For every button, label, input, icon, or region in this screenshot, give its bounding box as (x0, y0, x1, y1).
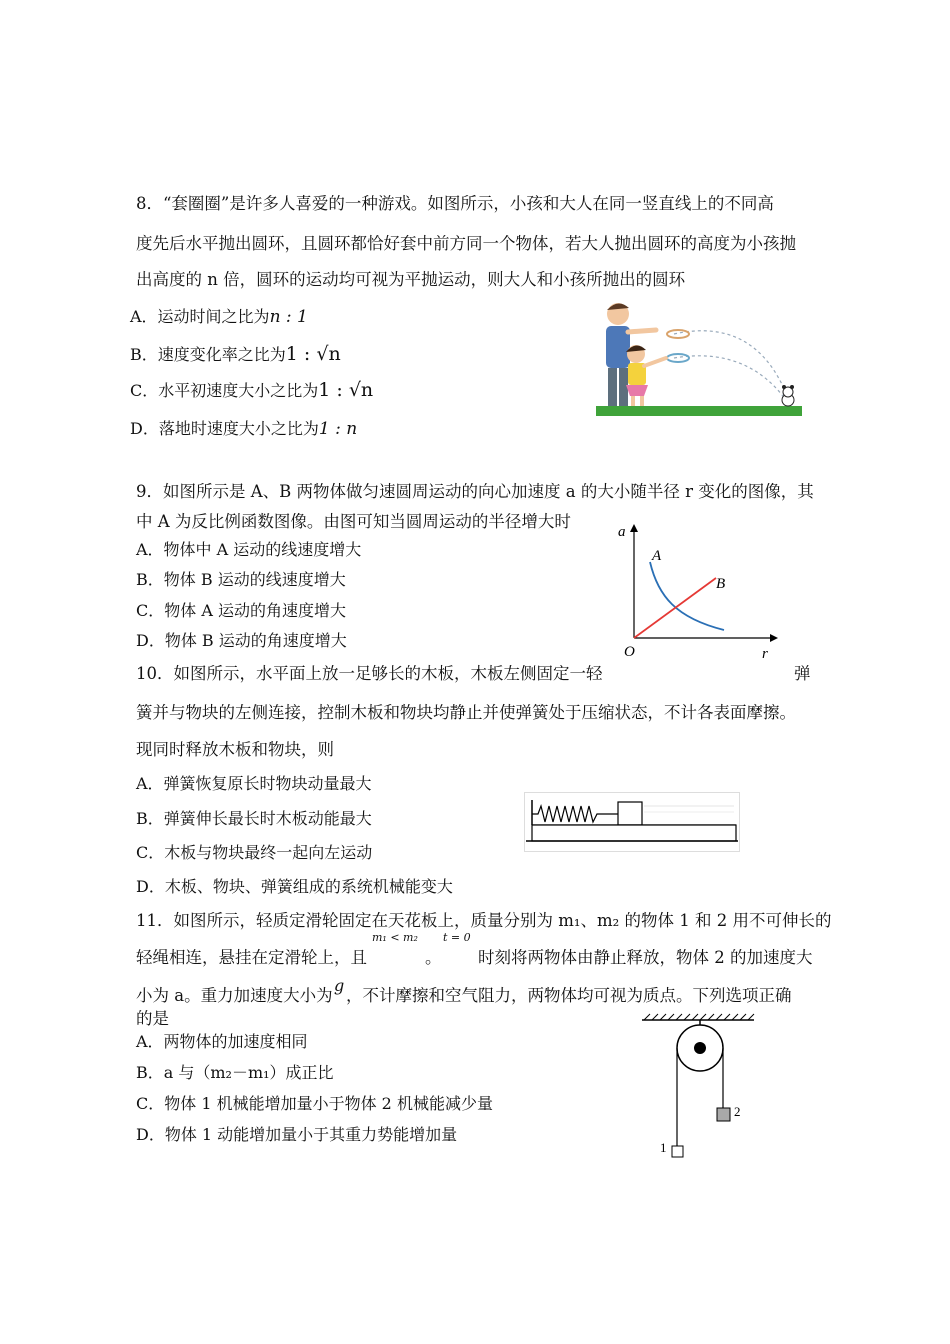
block-2 (717, 1108, 730, 1121)
q8-option-b-text: B．速度变化率之比为 (130, 345, 286, 364)
q10-line-3: 现同时释放木板和物块，则 (136, 740, 334, 759)
q8-option-d-text: D．落地时速度大小之比为 (130, 419, 319, 438)
q8-option-c (130, 378, 373, 401)
q8-option-c-text: C．水平初速度大小之比为 (130, 381, 319, 400)
q8-option-d (130, 416, 357, 439)
curve-a-label: A (652, 548, 662, 564)
q10-option-a: A．弹簧恢复原长时物块动量最大 (136, 774, 372, 793)
y-axis-arrow (630, 524, 638, 532)
q11-line-2-post: 时刻将两物体由静止释放，物体 2 的加速度大 (478, 948, 813, 967)
block (618, 802, 642, 825)
q8-line-2: 度先后水平抛出圆环，且圆环都恰好套中前方同一个物体，若大人抛出圆环的高度为小孩抛 (136, 234, 796, 253)
spring (532, 806, 618, 822)
q9-option-c: C．物体 A 运动的角速度增大 (136, 601, 346, 620)
adult-ring (667, 330, 689, 338)
q11-line-2-mid: 。 (425, 948, 442, 967)
spring-board-block-figure (524, 792, 740, 852)
q11-line-4: 的是 (136, 1009, 169, 1028)
q8-line-3: 出高度的 n 倍，圆环的运动均可视为平抛运动，则大人和小孩所抛出的圆环 (136, 270, 686, 289)
acceleration-radius-graph (612, 522, 788, 662)
q8-option-d-math: 1 : n (318, 419, 358, 439)
q11-option-d: D．物体 1 动能增加量小于其重力势能增加量 (136, 1125, 458, 1144)
q11-line-2-pre: 轻绳相连，悬挂在定滑轮上，且 (136, 948, 367, 967)
q10-option-c: C．木板与物块最终一起向左运动 (136, 843, 373, 862)
q8-option-b-math: 1 : √n (285, 343, 341, 365)
ring-toss-illustration (596, 296, 802, 420)
y-axis-label: a (618, 524, 626, 540)
q11-line-1: 11．如图所示，轻质定滑轮固定在天花板上，质量分别为 m₁、m₂ 的物体 1 和 2 用不可伸长的 (136, 911, 832, 930)
q8-option-a (130, 304, 308, 327)
origin-label: O (624, 644, 635, 660)
block-1-label: 1 (660, 1140, 667, 1155)
q10-line-1-tail: 弹 (794, 664, 811, 683)
x-axis-label: r (762, 646, 768, 662)
q8-line-1: 8．“套圈圈”是许多人喜爱的一种游戏。如图所示，小孩和大人在同一竖直线上的不同高 (136, 194, 774, 213)
child-ring (667, 354, 689, 362)
curve-a (650, 562, 724, 630)
q9-option-b: B．物体 B 运动的线速度增大 (136, 570, 346, 589)
q8-option-b (130, 342, 341, 365)
block-1 (672, 1146, 683, 1157)
q8-option-a-math: n : 1 (269, 307, 308, 327)
q11-line-3-post: ，不计摩擦和空气阻力，两物体均可视为质点。下列选项正确 (346, 986, 792, 1005)
q11-option-c: C．物体 1 机械能增加量小于物体 2 机械能减少量 (136, 1094, 493, 1113)
q8-option-a-text: A．运动时间之比为 (130, 307, 270, 326)
q8-option-c-math: 1 : √n (318, 379, 374, 401)
pulley-figure (636, 1012, 760, 1162)
pulley-axle (694, 1042, 706, 1054)
q10-option-d: D．木板、物块、弹簧组成的系统机械能变大 (136, 877, 453, 896)
q9-option-d: D．物体 B 运动的角速度增大 (136, 631, 347, 650)
block-2-label: 2 (734, 1104, 741, 1119)
q11-option-b: B．a 与（m₂－m₁）成正比 (136, 1063, 334, 1082)
adult-ring-trajectory (674, 331, 788, 398)
q11-option-a: A．两物体的加速度相同 (136, 1032, 308, 1051)
board (532, 825, 736, 841)
q9-line-1: 9．如图所示是 A、B 两物体做匀速圆周运动的向心加速度 a 的大小随半径 r 变化的图像，其 (136, 482, 814, 501)
q11-line-3-pre: 小为 a。重力加速度大小为 (136, 986, 333, 1005)
x-axis-arrow (770, 634, 778, 642)
q11-math-t-zero: t = 0 (443, 931, 471, 944)
q11-math-g: g (334, 976, 345, 995)
q11-math-m1-lt-m2: m₁ < m₂ (372, 931, 418, 944)
q9-option-a: A．物体中 A 运动的线速度增大 (136, 540, 362, 559)
q10-line-2: 簧并与物块的左侧连接，控制木板和物块均静止并使弹簧处于压缩状态，不计各表面摩擦。 (136, 703, 796, 722)
q9-line-2: 中 A 为反比例函数图像。由图可知当圆周运动的半径增大时 (136, 512, 571, 531)
q10-line-1: 10．如图所示，水平面上放一足够长的木板，木板左侧固定一轻 (136, 664, 603, 683)
child-ring-trajectory (674, 356, 786, 400)
line-b-label: B (716, 576, 726, 592)
line-b (634, 578, 716, 638)
grass-ground (596, 406, 802, 416)
q10-option-b: B．弹簧伸长最长时木板动能最大 (136, 809, 372, 828)
